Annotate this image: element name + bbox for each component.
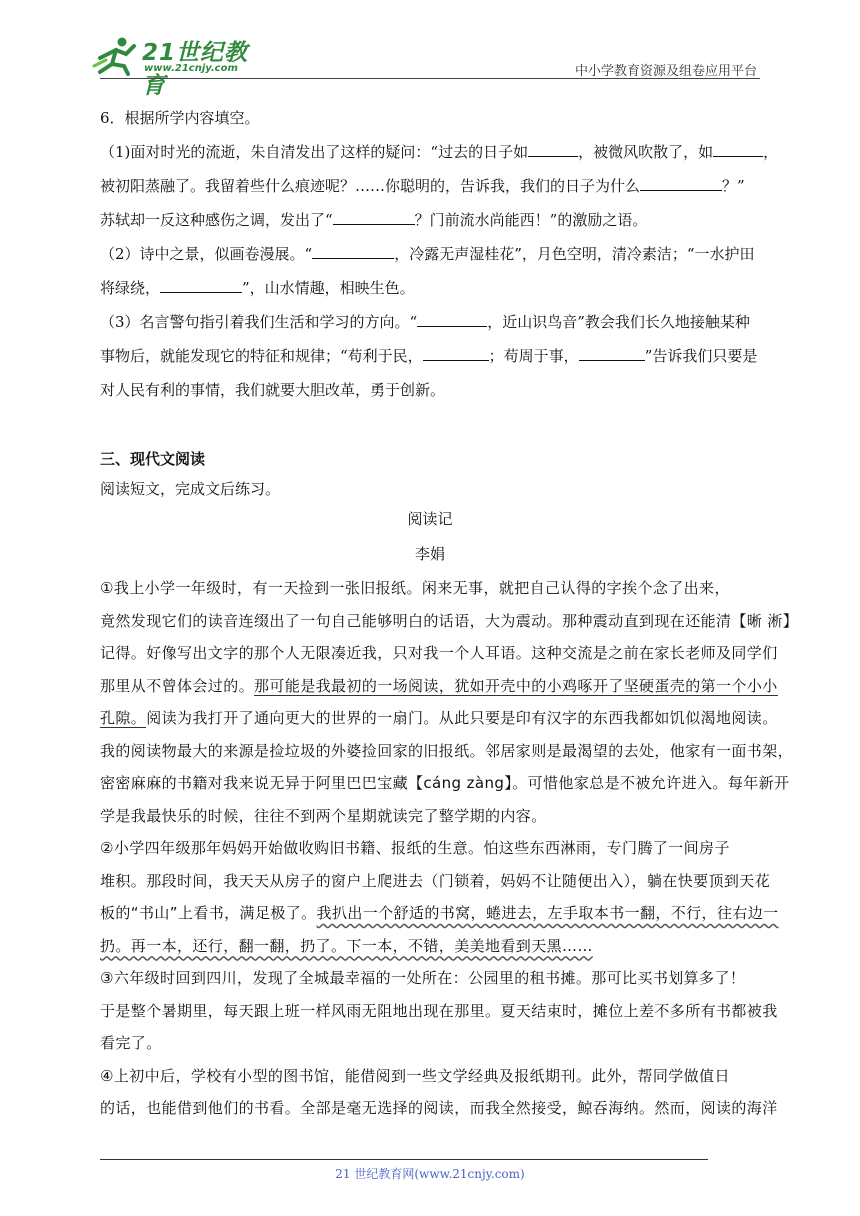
text-segment: （1)面对时光的流逝，朱自清发出了这样的疑问：“过去的日子如 bbox=[100, 143, 529, 161]
site-logo[interactable] bbox=[92, 32, 262, 99]
paragraph-line: ①我上小学一年级时，有一天捡到一张旧报纸。闲来无事，就把自己认得的字挨个念了出来， bbox=[100, 579, 730, 597]
text-segment: ”告诉我们只要是 bbox=[644, 347, 758, 365]
article-body bbox=[100, 572, 799, 1125]
section-heading: 三、现代文阅读 bbox=[100, 450, 206, 468]
question-line bbox=[100, 203, 765, 237]
footer-link[interactable]: 21 世纪教育网(www.21cnjy.com) bbox=[335, 1167, 525, 1181]
paragraph-line bbox=[100, 670, 778, 703]
text-segment: ，近山识鸟音”教会我们长久地接触某种 bbox=[487, 313, 750, 331]
paragraph-line: 竟然发现它们的读音连缀出了一句自己能够明白的话语，大为震动。那种震动直到现在还能清【晰 淅】 bbox=[100, 611, 799, 630]
paragraph-line: 学是我最快乐的时候，往往不到两个星期就读完了整学期的内容。 bbox=[100, 806, 547, 825]
paragraph-line bbox=[100, 930, 765, 963]
article-author: 李娟 bbox=[414, 545, 445, 563]
page-header bbox=[0, 0, 860, 99]
answer-blank[interactable] bbox=[423, 342, 489, 361]
answer-blank[interactable] bbox=[713, 138, 763, 157]
question-title: 6．根据所学内容填空。 bbox=[100, 109, 260, 127]
footer-divider bbox=[100, 1159, 708, 1160]
text-segment: 那里从不曾体会过的。 bbox=[100, 676, 255, 695]
paragraph-line: 看完了。 bbox=[100, 1034, 162, 1052]
text-segment: ？” bbox=[722, 177, 745, 195]
text-segment: ，冷露无声湿桂花”，月色空明，清冷素洁；“一水护田 bbox=[394, 245, 755, 263]
paragraph-line bbox=[100, 702, 778, 735]
logo-text: 21世纪教育 bbox=[142, 40, 249, 99]
answer-blank[interactable] bbox=[417, 308, 487, 327]
question-line bbox=[100, 237, 765, 271]
section-intro: 阅读短文，完成文后练习。 bbox=[100, 480, 281, 498]
wavy-underlined-sentence: 我扒出一个舒适的书窝，蜷进去，左手取本书一翻，不行，往右边一 bbox=[316, 904, 779, 922]
question-line bbox=[100, 305, 765, 339]
paragraph-line: 密密麻麻的书籍对我来说无异于阿里巴巴宝藏【cáng zàng】。可惜他家总是不被允许进入。每年新开 bbox=[100, 774, 790, 792]
text-segment: （3）名言警句指引着我们生活和学习的方向。“ bbox=[100, 313, 418, 331]
paragraph-line: 于是整个暑期里，每天跟上班一样风雨无阻地出现在那里。夏天结束时，摊位上差不多所有书都被我 bbox=[100, 1001, 778, 1020]
paragraph-line: ②小学四年级那年妈妈开始做收购旧书籍、报纸的生意。怕这些东西淋雨，专门腾了一间房子 bbox=[100, 839, 730, 857]
platform-name: 中小学教育资源及组卷应用平台 bbox=[574, 64, 757, 79]
article-title: 阅读记 bbox=[407, 510, 453, 528]
question-line bbox=[100, 135, 779, 169]
runner-logo-icon bbox=[92, 36, 138, 76]
header-divider bbox=[100, 78, 760, 79]
text-segment: 苏轼却一反这种感伤之调，发出了“ bbox=[100, 211, 333, 229]
underlined-sentence: 那可能是我最初的一场阅读，犹如开壳中的小鸡啄开了坚硬蛋壳的第一个小小 bbox=[254, 676, 778, 695]
text-segment: 事物后，就能发现它的特征和规律；“苟利于民， bbox=[100, 347, 423, 365]
paragraph-line: 堆积。那段时间，我天天从房子的窗户上爬进去（门锁着，妈妈不让随便出入），躺在快要顶到天花 bbox=[100, 871, 771, 890]
question-line bbox=[100, 169, 765, 203]
paragraph-line: 记得。好像写出文字的那个人无限凑近我，只对我一个人耳语。这种交流是之前在家长老师及同学们 bbox=[100, 644, 778, 662]
text-segment: ，被微风吹散了，如 bbox=[578, 143, 714, 161]
paragraph-line: 的话，也能借到他们的书看。全部是毫无选择的阅读，而我全然接受，鲸吞海纳。然而，阅读的海洋 bbox=[100, 1099, 778, 1117]
answer-blank[interactable] bbox=[312, 240, 394, 259]
question-line bbox=[100, 339, 765, 373]
question-line: 对人民有利的事情，我们就要大胆改革，勇于创新。 bbox=[100, 381, 446, 399]
answer-blank[interactable] bbox=[579, 342, 645, 361]
text-segment: 被初阳蒸融了。我留着些什么痕迹呢？……你聪明的，告诉我，我们的日子为什么 bbox=[100, 177, 641, 195]
answer-blank[interactable] bbox=[528, 138, 578, 157]
paragraph-line: ④上初中后，学校有小型的图书馆，能借阅到一些文学经典及报纸期刊。此外，帮同学做值日 bbox=[100, 1066, 730, 1085]
paragraph-line bbox=[100, 897, 779, 930]
question-6 bbox=[100, 101, 779, 407]
text-segment: 将绿绕， bbox=[100, 279, 161, 297]
paragraph-line: 我的阅读物最大的来源是捡垃圾的外婆捡回家的旧报纸。邻居家则是最渴望的去处，他家有一面书架， bbox=[100, 741, 794, 760]
question-line bbox=[100, 271, 765, 305]
wavy-underlined-sentence: 扔。再一本，还行，翻一翻，扔了。下一本，不错，美美地看到天黑…… bbox=[100, 936, 593, 955]
paragraph-line: ③六年级时回到四川，发现了全城最幸福的一处所在：公园里的租书摊。那可比买书划算多了！ bbox=[100, 969, 746, 987]
underlined-sentence: 孔隙。 bbox=[100, 709, 147, 727]
text-segment: ， bbox=[763, 143, 779, 161]
answer-blank[interactable] bbox=[640, 172, 722, 191]
text-segment: ？门前流水尚能西！”的激励之语。 bbox=[414, 211, 648, 229]
logo-url: www.21cnjy.com bbox=[144, 63, 238, 74]
text-segment: 板的“书山”上看书，满足极了。 bbox=[100, 904, 317, 922]
text-segment: 阅读为我打开了通向更大的世界的一扇门。从此只要是印有汉字的东西我都如饥似渴地阅读。 bbox=[146, 709, 778, 727]
answer-blank[interactable] bbox=[160, 274, 242, 293]
text-segment: ”，山水情趣，相映生色。 bbox=[242, 279, 415, 297]
text-segment: ；苟周于事， bbox=[488, 347, 579, 365]
text-segment: （2）诗中之景，似画卷漫展。“ bbox=[100, 245, 313, 263]
answer-blank[interactable] bbox=[333, 206, 415, 225]
